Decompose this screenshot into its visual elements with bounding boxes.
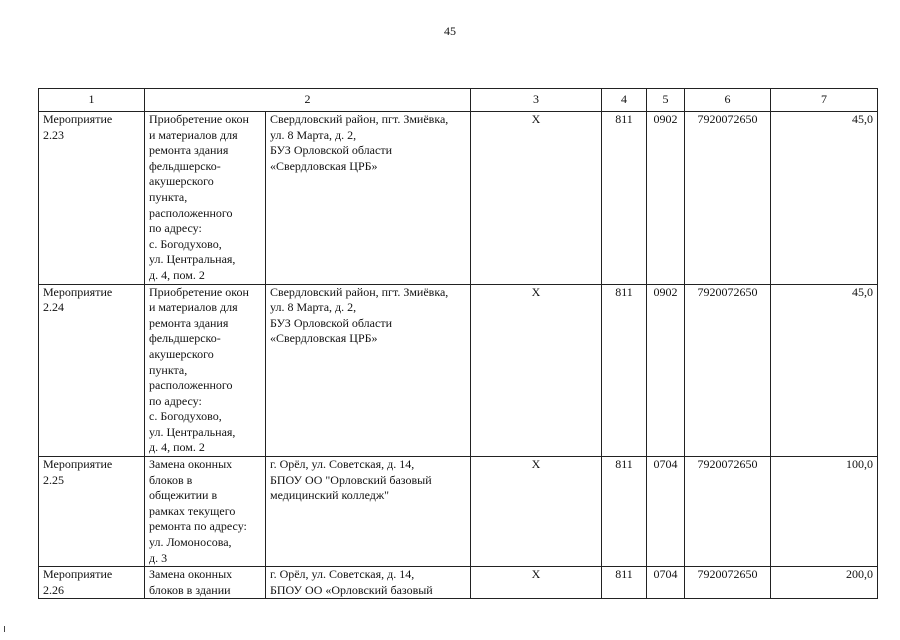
col7-cell: 100,0 (771, 457, 878, 567)
header-cell-6: 6 (685, 89, 771, 112)
col7-cell: 45,0 (771, 284, 878, 457)
header-cell-1: 1 (39, 89, 145, 112)
event-description-cell: Замена оконных блоков в здании (145, 567, 266, 599)
budget-table (38, 88, 878, 599)
col6-cell: 7920072650 (685, 112, 771, 285)
executor-cell: Свердловский район, пгт. Змиёвка, ул. 8 Марта, д. 2, БУЗ Орловской области «Свердловская ЦРБ» (266, 112, 471, 285)
table-row (39, 567, 878, 599)
executor-cell: г. Орёл, ул. Советская, д. 14, БПОУ ОО «Орловский базовый (266, 567, 471, 599)
event-id-cell: Мероприятие 2.25 (39, 457, 145, 567)
col6-cell: 7920072650 (685, 284, 771, 457)
event-id-cell: Мероприятие 2.23 (39, 112, 145, 285)
table-row (39, 284, 878, 457)
table-row (39, 457, 878, 567)
col5-cell: 0902 (647, 112, 685, 285)
header-cell-2: 2 (145, 89, 471, 112)
event-id-cell: Мероприятие 2.26 (39, 567, 145, 599)
executor-cell: Свердловский район, пгт. Змиёвка, ул. 8 Марта, д. 2, БУЗ Орловской области «Свердловская ЦРБ» (266, 284, 471, 457)
col4-cell: 811 (602, 284, 647, 457)
col4-cell: 811 (602, 457, 647, 567)
col7-cell: 200,0 (771, 567, 878, 599)
col5-cell: 0704 (647, 567, 685, 599)
col5-cell: 0704 (647, 457, 685, 567)
col4-cell: 811 (602, 112, 647, 285)
header-cell-4: 4 (602, 89, 647, 112)
header-cell-5: 5 (647, 89, 685, 112)
executor-cell: г. Орёл, ул. Советская, д. 14, БПОУ ОО "Орловский базовый медицинский колледж" (266, 457, 471, 567)
col3-cell: Х (471, 284, 602, 457)
col6-cell: 7920072650 (685, 567, 771, 599)
scan-artifact-mark (4, 626, 5, 632)
header-cell-7: 7 (771, 89, 878, 112)
col6-cell: 7920072650 (685, 457, 771, 567)
col3-cell: Х (471, 567, 602, 599)
col5-cell: 0902 (647, 284, 685, 457)
event-id-cell: Мероприятие 2.24 (39, 284, 145, 457)
header-cell-3: 3 (471, 89, 602, 112)
event-description-cell: Приобретение окон и материалов для ремонта здания фельдшерско- акушерского пункта, расположенного по адресу: с. Богодухово, ул. Центральная, д. 4, пом. 2 (145, 112, 266, 285)
event-description-cell: Приобретение окон и материалов для ремонта здания фельдшерско- акушерского пункта, расположенного по адресу: с. Богодухово, ул. Центральная, д. 4, пом. 2 (145, 284, 266, 457)
header-row (39, 89, 878, 112)
col4-cell: 811 (602, 567, 647, 599)
col3-cell: Х (471, 112, 602, 285)
table-row (39, 112, 878, 285)
event-description-cell: Замена оконных блоков в общежитии в рамках текущего ремонта по адресу: ул. Ломоносова, д. 3 (145, 457, 266, 567)
page-number: 45 (444, 24, 456, 38)
col7-cell: 45,0 (771, 112, 878, 285)
col3-cell: Х (471, 457, 602, 567)
